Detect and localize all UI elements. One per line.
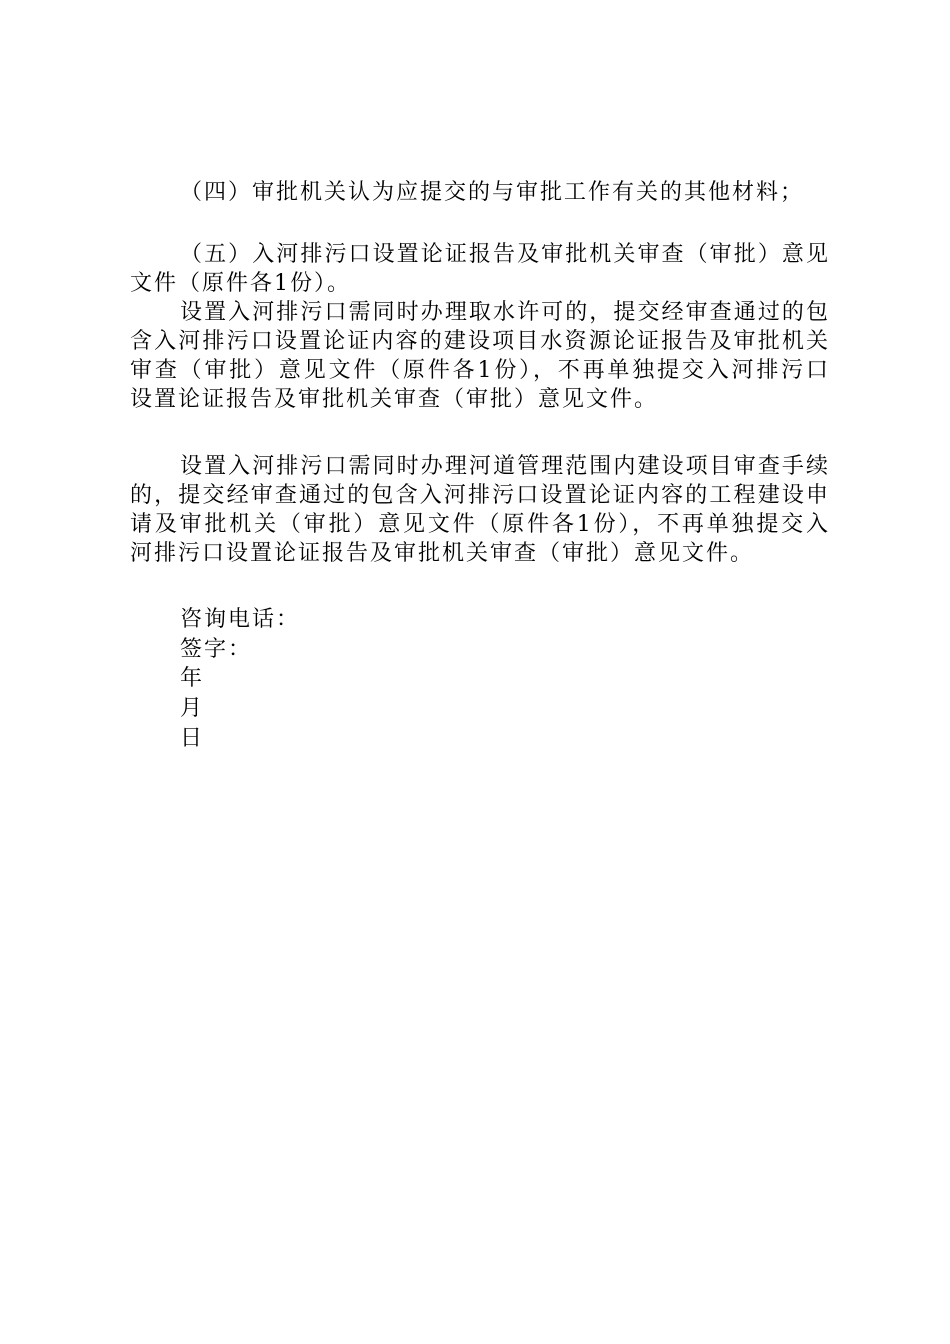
- month-label: 月: [180, 696, 205, 721]
- item-4-paragraph: （四）审批机关认为应提交的与审批工作有关的其他材料；: [180, 180, 805, 205]
- item-5-paragraph: （五）入河排污口设置论证报告及审批机关审查（审批）意见文件（原件各1份）。: [130, 242, 830, 296]
- consult-phone-label: 咨询电话：: [180, 607, 301, 632]
- water-permit-paragraph: 设置入河排污口需同时办理取水许可的，提交经审查通过的包含入河排污口设置论证内容的建设项目水资源论证报告及审批机关审查（审批）意见文件（原件各1份），不再单独提交入河排污口设置论证报告及审批机关审查（审批）意见文件。: [130, 300, 830, 412]
- year-label: 年: [180, 666, 205, 691]
- day-label: 日: [180, 726, 205, 751]
- river-management-paragraph: 设置入河排污口需同时办理河道管理范围内建设项目审查手续的，提交经审查通过的包含入河排污口设置论证内容的工程建设申请及审批机关（审批）意见文件（原件各1份），不再单独提交入河排污口设置论证报告及审批机关审查（审批）意见文件。: [130, 454, 830, 566]
- signature-label: 签字：: [180, 637, 253, 662]
